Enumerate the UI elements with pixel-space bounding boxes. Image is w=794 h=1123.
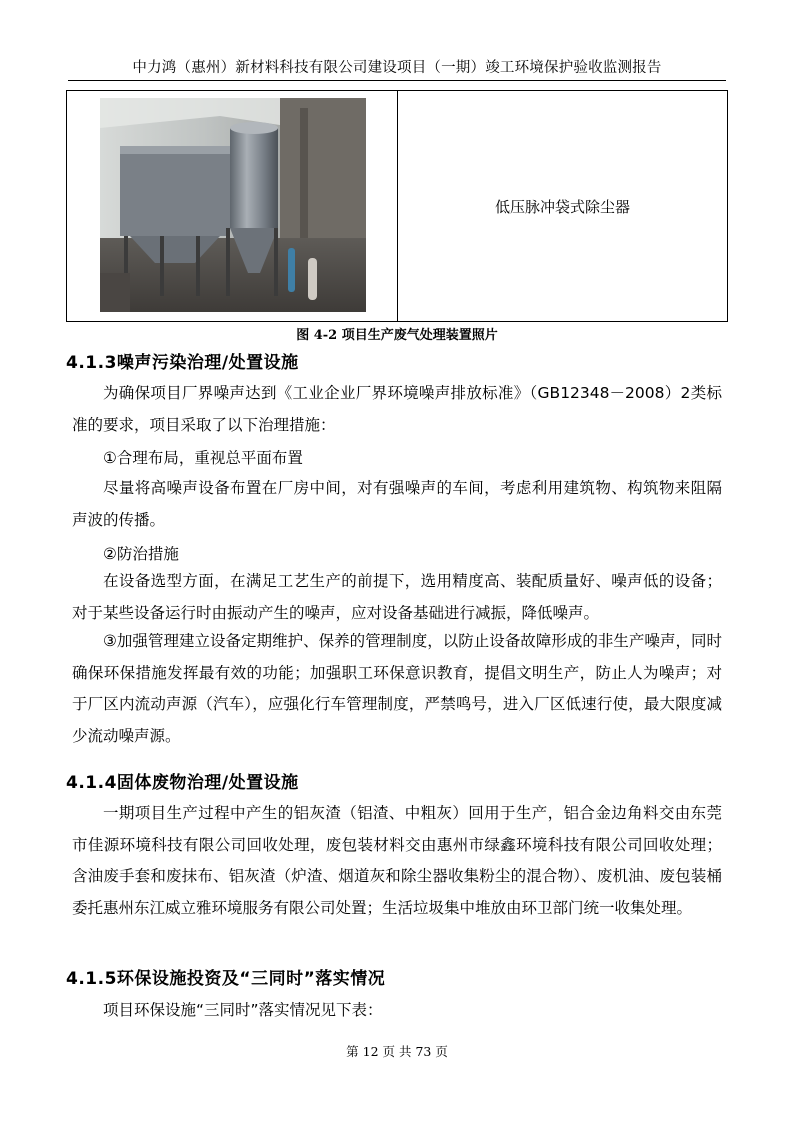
solid-waste-text: 一期项目生产过程中产生的铝灰渣（铝渣、中粗灰）回用于生产，铝合金边角料交由东莞市佳源环境科技有限公司回收处理，废包装材料交由惠州市绿鑫环境科技有限公司回收处理；含油废手套和废抹布、铝灰渣（炉渣、烟道灰和除尘器收集粉尘的混合物）、废机油、废包装桶委托惠州东江威立雅环境服务有限公司处置；生活垃圾集中堆放由环卫部门统一收集处理。	[72, 804, 722, 917]
noise-item2-text: 在设备选型方面，在满足工艺生产的前提下，选用精度高、装配质量好、噪声低的设备；对于某些设备运行时由振动产生的噪声，应对设备基础进行减振，降低噪声。	[72, 572, 722, 622]
equipment-label: 低压脉冲袋式除尘器	[494, 197, 630, 216]
noise-item1-text: 尽量将高噪声设备布置在厂房中间，对有强噪声的车间，考虑利用建筑物、构筑物来阻隔声波的传播。	[72, 479, 722, 529]
noise-item2-title: ②防治措施	[103, 545, 179, 563]
photo-cell	[67, 91, 398, 321]
header-rule	[68, 80, 726, 81]
noise-item1-title: ①合理布局，重视总平面布置	[103, 449, 303, 467]
heading-investment: 4.1.5环保设施投资及“三同时”落实情况	[66, 969, 386, 989]
heading-noise: 4.1.3噪声污染治理/处置设施	[66, 353, 299, 373]
page-footer: 第 12 页 共 73 页	[346, 1044, 448, 1059]
page-header-title: 中力鸿（惠州）新材料科技有限公司建设项目（一期）竣工环境保护验收监测报告	[132, 60, 662, 76]
investment-text: 项目环保设施“三同时”落实情况见下表：	[103, 1001, 383, 1019]
heading-solid-waste: 4.1.4固体废物治理/处置设施	[66, 773, 299, 793]
photo-table	[66, 90, 728, 322]
figure-caption: 图 4-2 项目生产废气处理装置照片	[296, 328, 498, 343]
noise-intro: 为确保项目厂界噪声达到《工业企业厂界环境噪声排放标准》（GB12348－2008）2类标准的要求，项目采取了以下治理措施：	[72, 384, 722, 434]
noise-item3-text: ③加强管理建立设备定期维护、保养的管理制度，以防止设备故障形成的非生产噪声，同时确保环保措施发挥最有效的功能；加强职工环保意识教育，提倡文明生产，防止人为噪声；对于厂区内流动声源（汽车），应强化行车管理制度，严禁鸣号，进入厂区低速行使，最大限度减少流动噪声源。	[72, 632, 722, 745]
dust-collector-photo	[100, 98, 366, 312]
